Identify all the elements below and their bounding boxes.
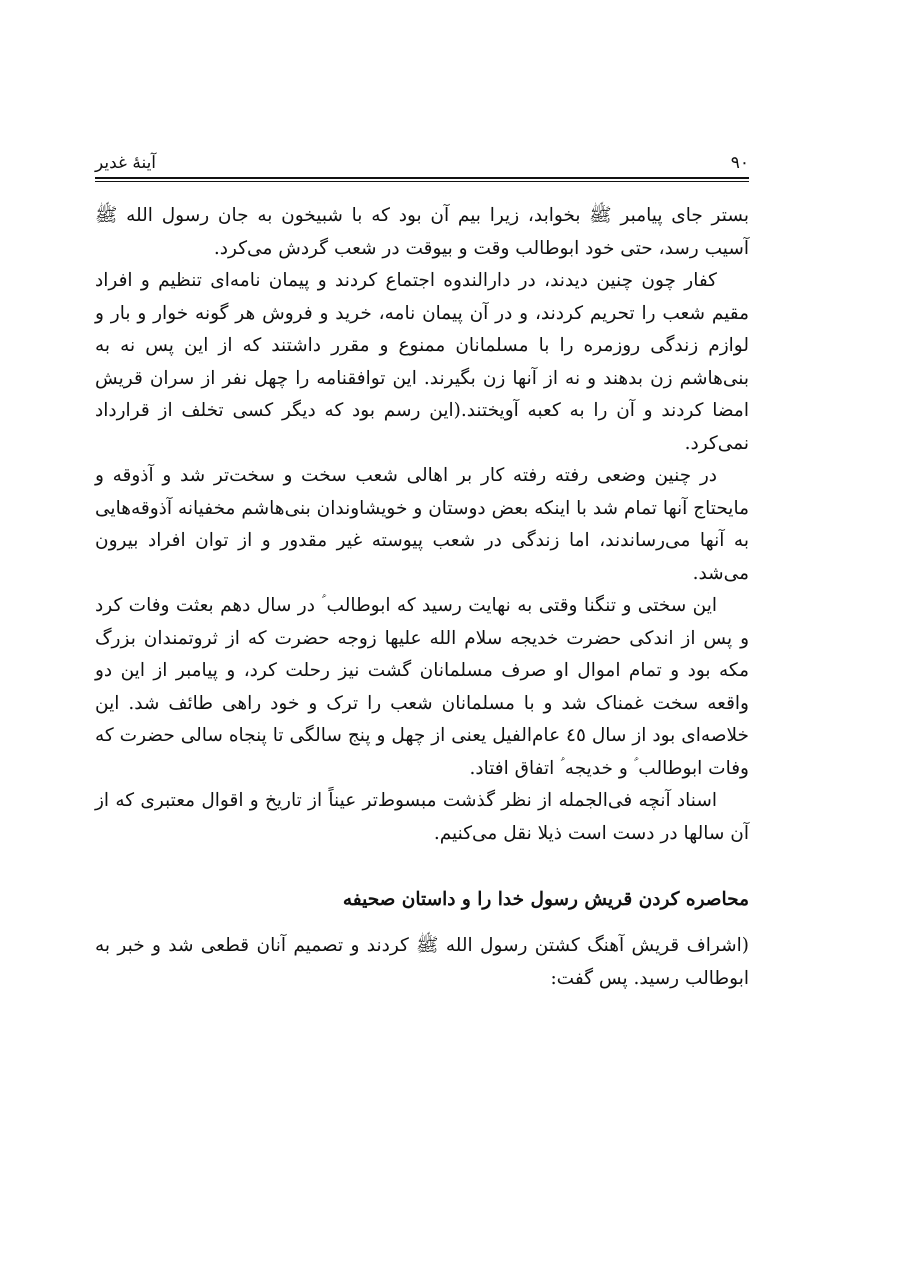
running-title: آینهٔ غدیر [95,153,157,173]
section-paragraph: (اشراف قریش آهنگ کشتن رسول الله ﷺ کردند و تصمیم آنان قطعی شد و خبر به ابوطالب رسید. پس گفت: [95,935,749,989]
page-header [95,150,749,176]
paragraph: در چنین وضعی رفته رفته کار بر اهالی شعب سخت و سخت‌تر شد و آذوقه و مایحتاج آنها تمام شد با اینکه بعض دوستان و خویشاوندان بنی‌هاشم مخفیانه آذوقه‌هایی به آنها می‌رساندند، اما زندگی در شعب پیوسته غیر مقدور و از توان افراد بیرون می‌شد. [95,465,749,584]
book-page [95,0,749,1282]
section-heading: محاصره کردن قریش رسول خدا را و داستان صحیفه [342,889,749,910]
paragraph: این سختی و تنگنا وقتی به نهایت رسید که ابوطالب ؑ در سال دهم بعثت وفات کرد و پس از اندکی حضرت خدیجه سلام الله علیها زوجه حضرت که از ثروتمندان بزرگ مکه بود و تمام اموال او صرف مسلمانان گشت نیز رحلت کرد، و پیامبر از این دو واقعه سخت غمناک شد و با مسلمانان شعب را ترک و خود راهی طائف شد. این خلاصه‌ای بود از سال ٤٥ عام‌الفیل یعنی از چهل و پنج سالگی تا پنجاه سالی حضرت که وفات ابوطالب ؑ و خدیجه ؑ اتفاق افتاد. [95,595,749,779]
header-rule [95,177,749,179]
paragraph: اسناد آنچه فی‌الجمله از نظر گذشت مبسوط‌تر عیناً از تاریخ و اقوال معتبری که از آن سالها در دست است ذیلا نقل می‌کنیم. [95,790,749,844]
header-rule-thin [95,181,749,182]
page-number: ۹۰ [730,153,749,173]
page-body [95,200,749,995]
paragraph: بستر جای پیامبر ﷺ بخوابد، زیرا بیم آن بود که با شبیخون به جان رسول الله ﷺ آسیب رسد، حتی خود ابوطالب وقت و بیوقت در شعب گردش می‌کرد. [95,205,749,259]
paragraph: کفار چون چنین دیدند، در دارالندوه اجتماع کردند و پیمان نامه‌ای تنظیم و افراد مقیم شعب را تحریم کردند، و در آن پیمان نامه، خرید و فروش هر گونه خوار و بار و لوازم زندگی روزمره را با مسلمانان ممنوع و مقرر داشتند که از این پس نه به بنی‌هاشم زن بدهند و نه از آنها زن بگیرند. این توافقنامه را چهل نفر از سران قریش امضا کردند و آن را به کعبه آویختند.(این رسم بود که دیگر کسی تخلف از قرارداد نمی‌کرد. [95,270,749,454]
